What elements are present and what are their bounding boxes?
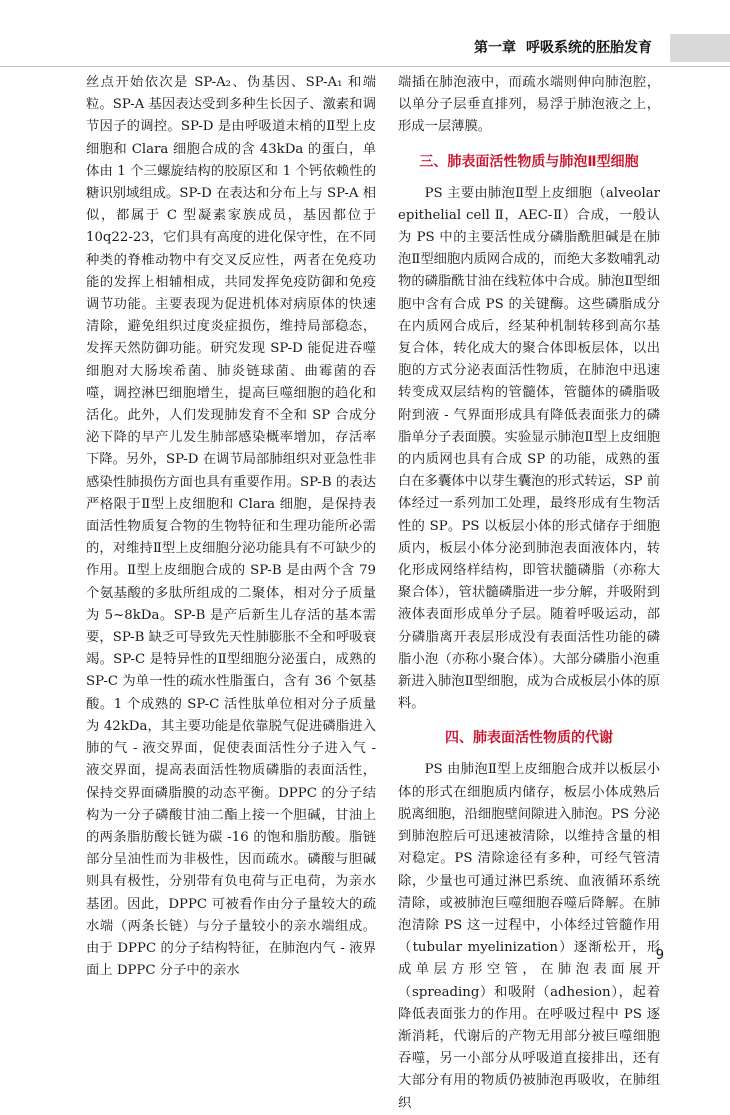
- section-3-paragraph: PS 主要由肺泡Ⅱ型上皮细胞（alveolar epithelial cell Ⅱ，AEC-Ⅱ）合成，一般认为 PS 中的主要活性成分磷脂酰胆碱是在肺泡Ⅱ型细胞内质网合成的，而绝大多数哺乳动物的磷脂酰甘油在线粒体中合成。肺泡Ⅱ型细胞中含有合成 PS 的关键酶。这些磷脂成分在内质网合成后，经某种机制转移到高尔基复合体，转化成大的聚合体即板层体，以出胞的方式分泌表面活性物质，在肺泡中迅速转变成双层结构的管髓体，管髓体的磷脂吸附到液 - 气界面形成具有降低表面张力的磷脂单分子表面膜。实验显示肺泡Ⅱ型上皮细胞的内质网也具有合成 SP 的功能，成熟的蛋白在多囊体中以芽生囊泡的形式转运，SP 前体经过一系列加工处理，最终形成有生物活性的 SP。PS 以板层小体的形式储存于细胞质内，板层小体分泌到肺泡表面液体内，转化形成网络样结构，即管状髓磷脂（亦称大聚合体），管状髓磷脂进一步分解，并吸附到液体表面形成单分子层。随着呼吸运动，部分磷脂离开表层形成没有表面活性功能的磷脂小泡（亦称小聚合体）。大部分磷脂小泡重新进入肺泡Ⅱ型细胞，成为合成板层小体的原料。: [398, 185, 660, 712]
- section-4-paragraph: PS 由肺泡Ⅱ型上皮细胞合成并以板层小体的形式在细胞质内储存，板层小体成熟后脱离细胞，沿细胞壁间隙进入肺泡。PS 分泌到肺泡腔后可迅速被清除，以维持含量的相对稳定。PS 清除途径有多种，可经气管清除，少量也可通过淋巴系统、血液循环系统清除，或被肺泡巨噬细胞吞噬后降解。在肺泡清除 PS 这一过程中，小体经过管髓作用（tubular myelinization）逐渐松开，形成单层方形空管，在肺泡表面展开（spreading）和吸附（adhesion），起着降低表面张力的作用。在呼吸过程中 PS 逐渐消耗，代谢后的产物无用部分被巨噬细胞吞噬，另一小部分从呼吸道直接排出，还有大部分有用的物质仍被肺泡再吸收，在肺组织: [398, 762, 660, 1111]
- header-tab-bar: [670, 34, 730, 62]
- running-header: [0, 30, 730, 66]
- right-column: [398, 72, 660, 1115]
- chapter-title: 呼吸系统的胚胎发育: [526, 40, 652, 56]
- chapter-label: 第一章: [474, 40, 516, 56]
- right-intro-paragraph: 端插在肺泡液中，而疏水端则伸向肺泡腔，以单分子层垂直排列，易浮于肺泡液之上，形成一层薄膜。: [398, 75, 660, 135]
- running-header-text: [474, 37, 652, 57]
- page-number: 9: [655, 948, 664, 963]
- header-rule: [0, 66, 730, 67]
- left-paragraph: 丝点开始依次是 SP-A₂、伪基因、SP-A₁ 和端粒。SP-A 基因表达受到多种生长因子、激素和调节因子的调控。SP-D 是由呼吸道末梢的Ⅱ型上皮细胞和 Clara 细胞合成的含 43kDa 的蛋白，单体由 1 个三螺旋结构的胶原区和 1 个钙依赖性的糖识别域组成。SP-D 在表达和分布上与 SP-A 相似，都属于 C 型凝素家族成员，基因都位于 10q22-23，它们具有高度的进化保守性，在不同种类的脊椎动物中有交叉反应性，两者在免疫功能的发挥上相辅相成，共同发挥免疫防御和免疫调节功能。主要表现为促进机体对病原体的快速清除，避免组织过度炎症损伤，维持局部稳态，发挥天然防御功能。研究发现 SP-D 能促进吞噬细胞对大肠埃希菌、肺炎链球菌、曲霉菌的吞噬，调控淋巴细胞增生，提高巨噬细胞的趋化和活化。此外，人们发现肺发育不全和 SP 合成分泌下降的早产儿发生肺部感染概率增加，存活率下降。另外，SP-D 在调节局部肺组织对亚急性非感染性肺损伤方面也具有重要作用。SP-B 的表达严格限于Ⅱ型上皮细胞和 Clara 细胞，是保持表面活性物质复合物的生物特征和生理功能所必需的，对维持Ⅱ型上皮细胞分泌功能具有不可缺少的作用。Ⅱ型上皮细胞合成的 SP-B 是由两个含 79 个氨基酸的多肽所组成的二聚体，相对分子质量为 5~8kDa。SP-B 是产后新生儿存活的基本需要，SP-B 缺乏可导致先天性肺膨胀不全和呼吸衰竭。SP-C 是特异性的Ⅱ型细胞分泌蛋白，成熟的 SP-C 为单一性的疏水性脂蛋白，含有 36 个氨基酸。1 个成熟的 SP-C 活性肽单位相对分子质量为 42kDa，其主要功能是依靠脱气促进磷脂进入肺的气 - 液交界面，促使表面活性分子进入气 - 液交界面，提高表面活性物质磷脂的表面活性，保持交界面磷脂膜的动态平衡。DPPC 的分子结构为一分子磷酸甘油二酯上接一个胆碱，甘油上的两条脂肪酸长链为碳 -16 的饱和脂肪酸。脂链部分呈油性而为非极性，因而疏水。磷酸与胆碱则具有极性，分别带有负电荷与正电荷，为亲水基团。因此，DPPC 可被看作由分子量较大的疏水端（两条长链）与分子量较小的亲水端组成。由于 DPPC 的分子结构特征，在肺泡内气 - 液界面上 DPPC 分子中的亲水: [86, 75, 376, 979]
- left-column: [86, 72, 376, 982]
- section-4-heading: 四、肺表面活性物质的代谢: [445, 730, 613, 747]
- section-3-heading: 三、肺表面活性物质与肺泡Ⅱ型细胞: [419, 153, 639, 170]
